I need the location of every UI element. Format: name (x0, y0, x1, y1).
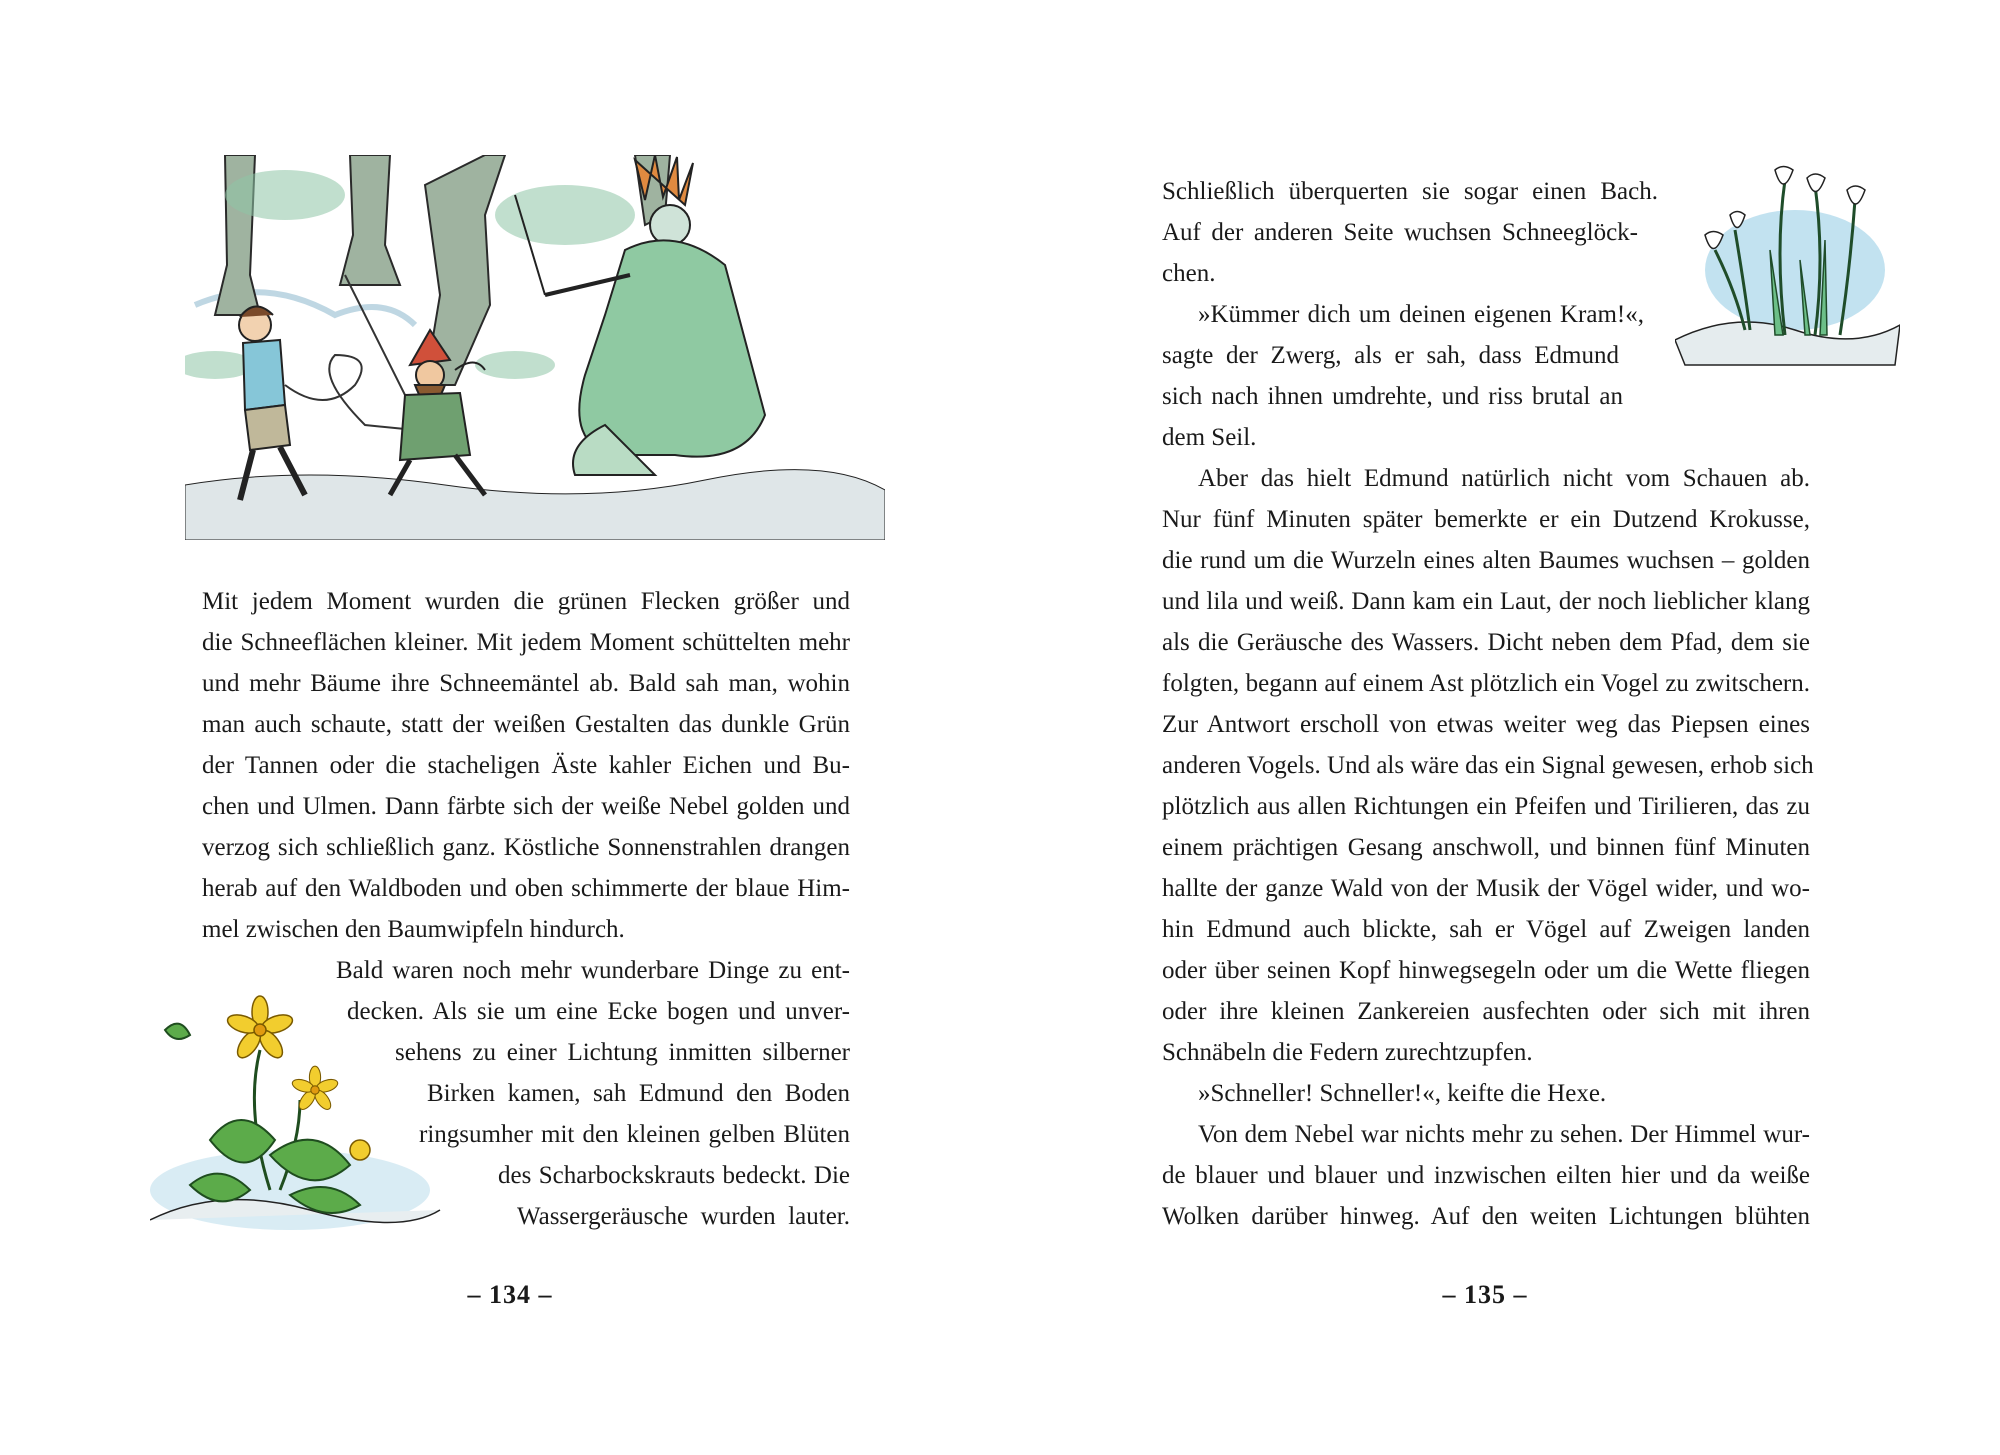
text-line: decken. Als sie um eine Ecke bogen und unver- (347, 998, 850, 1025)
text-line: Wolken darüber hinweg. Auf den weiten Lichtungen blühten (1162, 1203, 1810, 1230)
text-line: verzog sich schließlich ganz. Köstliche Sonnenstrahlen drangen (202, 834, 850, 861)
text-line: die rund um die Wurzeln eines alten Baumes wuchsen – golden (1162, 547, 1810, 574)
text-line: einem prächtigen Gesang anschwoll, und binnen fünf Minuten (1162, 834, 1810, 861)
text-line: Mit jedem Moment wurden die grünen Flecken größer und (202, 588, 850, 615)
text-line: ringsumher mit den kleinen gelben Blüten (419, 1121, 850, 1148)
page-number: – 135 – (1442, 1280, 1528, 1309)
text-line: Birken kamen, sah Edmund den Boden (427, 1080, 850, 1107)
text-line: de blauer und blauer und inzwischen eilten hier und da weiße (1162, 1162, 1810, 1189)
text-line: und mehr Bäume ihre Schneemäntel ab. Bald sah man, wohin (202, 670, 850, 697)
page-number: – 134 – (467, 1280, 553, 1309)
text-line: folgten, begann auf einem Ast plötzlich ein Vogel zu zwitschern. (1162, 670, 1810, 697)
forest-procession-illustration (185, 155, 885, 540)
text-line: Nur fünf Minuten später bemerkte er ein Dutzend Krokusse, (1162, 506, 1810, 533)
text-line: »Kümmer dich um deinen eigenen Kram!«, (1198, 301, 1644, 328)
text-line: sich nach ihnen umdrehte, und riss brutal an (1162, 383, 1623, 410)
text-line: herab auf den Waldboden und oben schimmerte der blaue Him- (202, 875, 850, 902)
text-line: Zur Antwort erscholl von etwas weiter weg das Piepsen eines (1162, 711, 1810, 738)
text-line: anderen Vogels. Und als wäre das ein Signal gewesen, erhob sich (1162, 752, 1814, 779)
text-line: Schließlich überquerten sie sogar einen Bach. (1162, 178, 1658, 205)
snowdrop-illustration (1675, 160, 1900, 370)
text-line: »Schneller! Schneller!«, keifte die Hexe. (1198, 1080, 1607, 1107)
text-line: mel zwischen den Baumwipfeln hindurch. (202, 916, 625, 943)
text-line: Wassergeräusche wurden lauter. (517, 1203, 850, 1230)
text-line: Von dem Nebel war nichts mehr zu sehen. Der Himmel wur- (1198, 1121, 1810, 1148)
text-line: oder ihre kleinen Zankereien ausfechten oder sich mit ihren (1162, 998, 1810, 1025)
text-line: oder über seinen Kopf hinwegsegeln oder um die Wette fliegen (1162, 957, 1810, 984)
text-line: Schnäbeln die Federn zurechtzupfen. (1162, 1039, 1533, 1066)
text-line: die Schneeflächen kleiner. Mit jedem Moment schüttelten mehr (202, 629, 850, 656)
text-line: Bald waren noch mehr wunderbare Dinge zu ent- (336, 957, 850, 984)
text-line: chen. (1162, 260, 1216, 287)
text-line: der Tannen oder die stacheligen Äste kahler Eichen und Bu- (202, 752, 850, 779)
celandine-flower-illustration (150, 990, 450, 1240)
text-line: dem Seil. (1162, 424, 1257, 451)
text-line: Aber das hielt Edmund natürlich nicht vom Schauen ab. (1198, 465, 1810, 492)
text-line: Auf der anderen Seite wuchsen Schneeglöck- (1162, 219, 1638, 246)
text-line: sagte der Zwerg, als er sah, dass Edmund (1162, 342, 1619, 369)
text-line: hallte der ganze Wald von der Musik der Vögel wider, und wo- (1162, 875, 1810, 902)
text-line: und lila und weiß. Dann kam ein Laut, der noch lieblicher klang (1162, 588, 1810, 615)
text-line: als die Geräusche des Wassers. Dicht neben dem Pfad, dem sie (1162, 629, 1810, 656)
text-line: chen und Ulmen. Dann färbte sich der weiße Nebel golden und (202, 793, 850, 820)
text-line: des Scharbockskrauts bedeckt. Die (498, 1162, 850, 1189)
text-line: hin Edmund auch blickte, sah er Vögel auf Zweigen landen (1162, 916, 1810, 943)
right-page (1000, 0, 2000, 1455)
text-line: man auch schaute, statt der weißen Gestalten das dunkle Grün (202, 711, 850, 738)
text-line: sehens zu einer Lichtung inmitten silberner (395, 1039, 850, 1066)
text-line: plötzlich aus allen Richtungen ein Pfeifen und Tirilieren, das zu (1162, 793, 1810, 820)
